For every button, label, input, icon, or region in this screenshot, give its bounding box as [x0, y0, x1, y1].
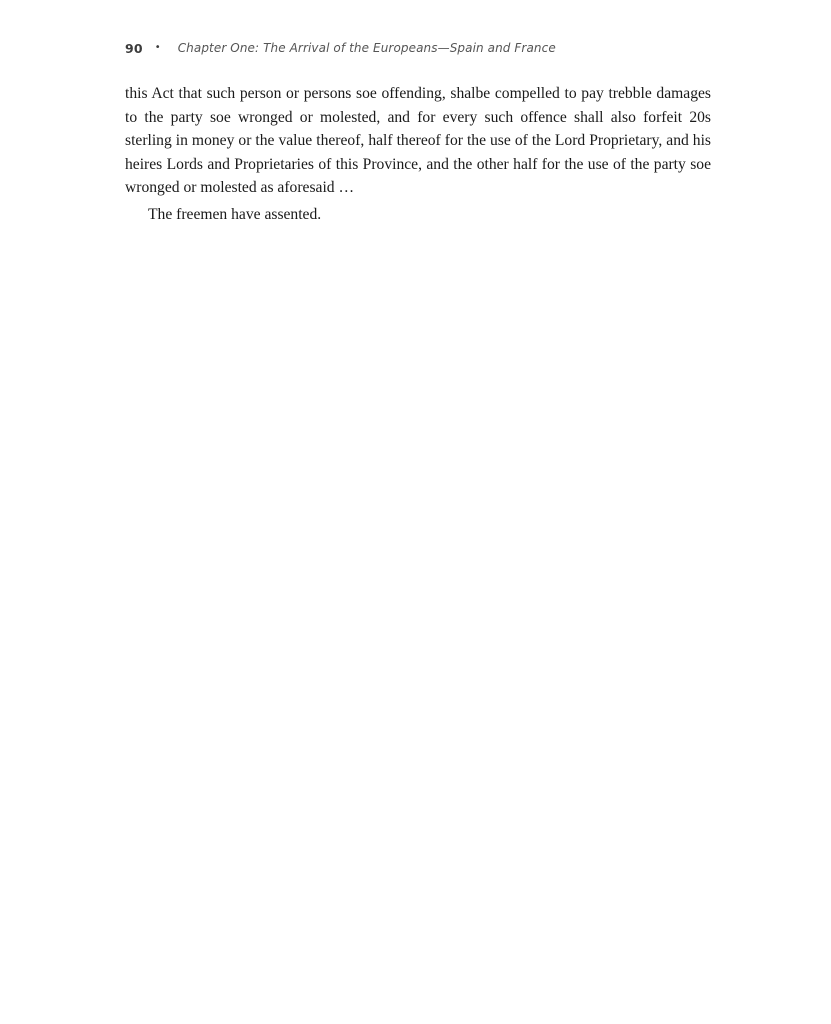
running-head: [125, 38, 711, 58]
paragraph-freemen-assented: The freemen have assented.: [148, 205, 322, 223]
paragraph-act-text: this Act that such person or persons soe offending, shalbe compelled to pay trebble damages to the party soe wronged or molested, and for every such offence shall also forfeit 20s sterling in money or the value thereof, half thereof for the use of the Lord Proprietary, and his heires Lords and Proprietaries of this Province, and the other half for the use of the party soe wronged or molested as aforesaid …: [125, 85, 711, 196]
chapter-title: Chapter One: The Arrival of the Europeans—Spain and France: [177, 41, 556, 55]
body-text: [125, 82, 711, 226]
page-number: 90: [125, 40, 143, 56]
bullet-separator: •: [154, 42, 161, 53]
